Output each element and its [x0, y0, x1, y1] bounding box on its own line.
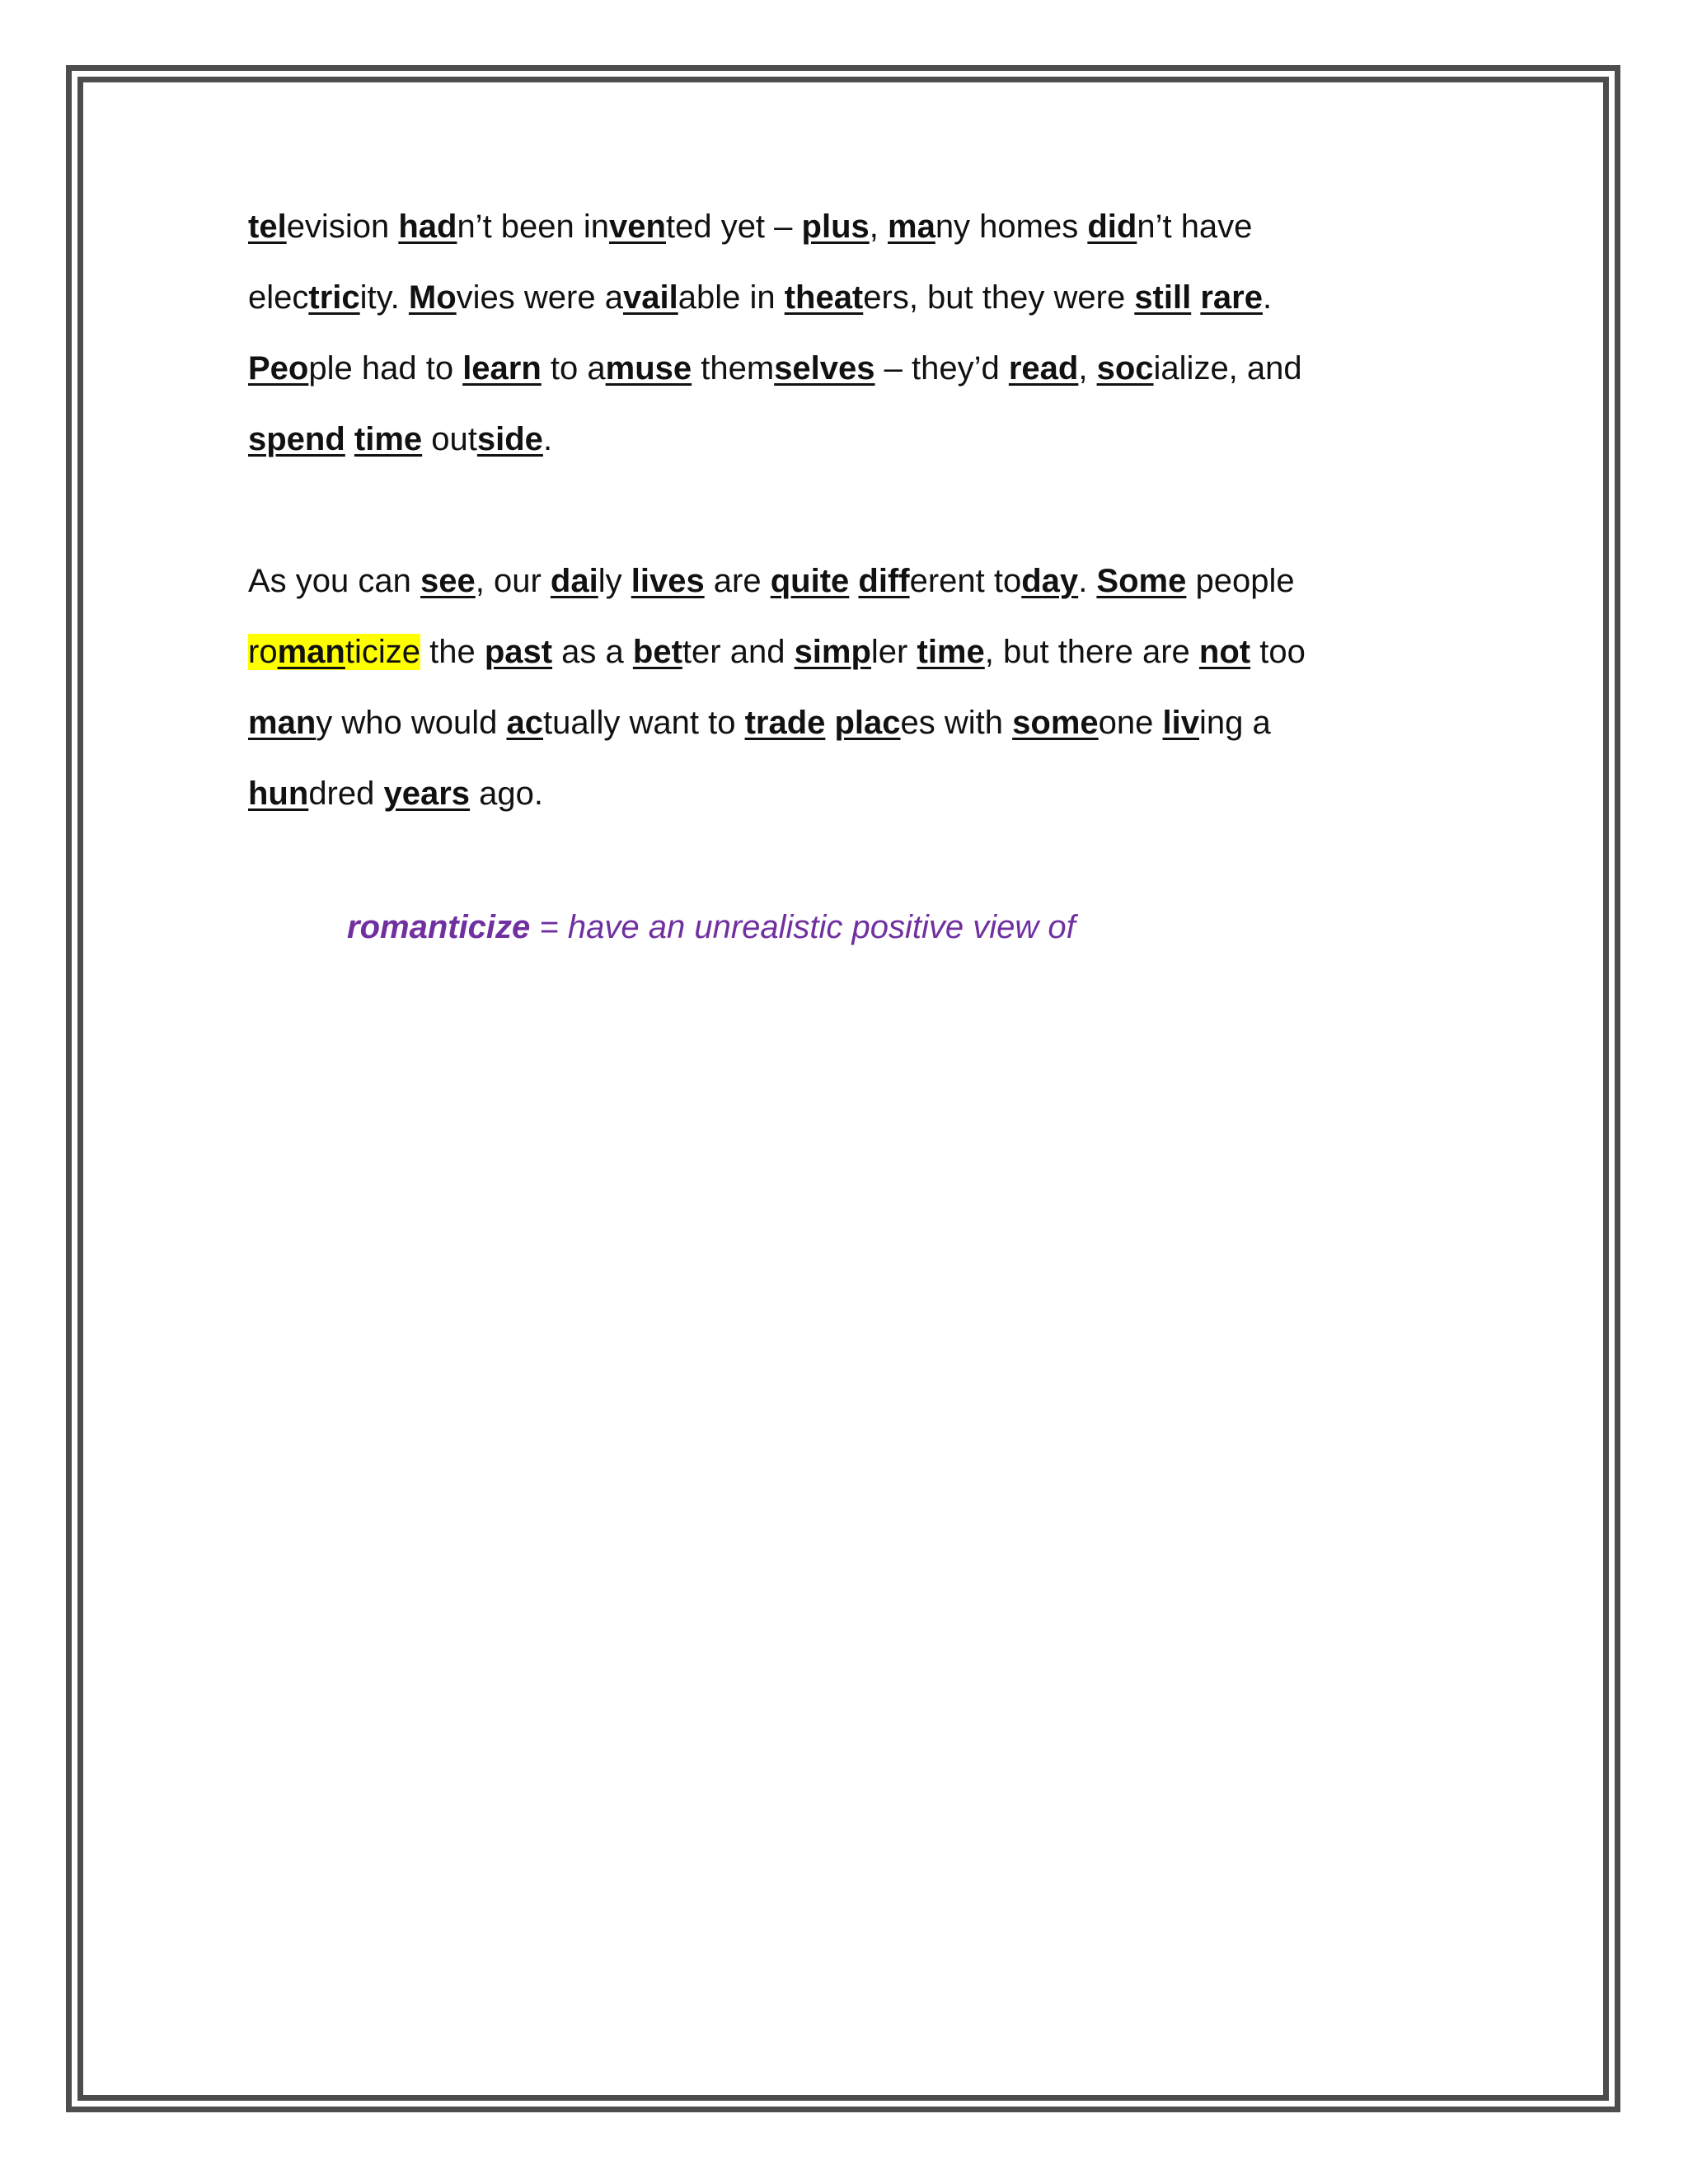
text-segment: as a [552, 634, 633, 670]
text-line [248, 404, 1443, 475]
stressed-syllable: vail [622, 279, 678, 316]
stressed-syllable: soc [1096, 350, 1154, 387]
text-segment: , [869, 209, 888, 245]
stressed-syllable: past [484, 634, 553, 670]
text-segment: ing a [1199, 705, 1271, 741]
text-segment [1191, 279, 1200, 316]
stressed-syllable: diff [858, 563, 910, 599]
stressed-syllable: spend [248, 421, 345, 457]
text-segment: ly [598, 563, 631, 599]
text-segment: ted yet – [665, 209, 802, 245]
stressed-syllable: Peo [248, 350, 309, 387]
stressed-syllable: bet [632, 634, 682, 670]
text-segment: ers, but they were [863, 279, 1135, 316]
text-segment: to a [541, 350, 606, 387]
stressed-syllable: side [476, 421, 543, 457]
stressed-syllable: man [277, 634, 345, 670]
stressed-syllable: tel [248, 209, 287, 245]
text-segment: elec [248, 279, 309, 316]
text-segment: , [1078, 350, 1097, 387]
text-segment: ple had to [308, 350, 463, 387]
stressed-syllable: Some [1096, 563, 1187, 599]
text-segment: – they’d [874, 350, 1009, 387]
text-segment: ter and [682, 634, 795, 670]
text-segment: ler [870, 634, 917, 670]
text-segment [849, 563, 858, 599]
text-segment: y who would [316, 705, 507, 741]
text-line [248, 546, 1443, 616]
text-segment: , but there are [984, 634, 1199, 670]
text-segment: . [1078, 563, 1097, 599]
text-segment: dred [308, 776, 384, 812]
stressed-syllable: ac [506, 705, 543, 741]
stressed-syllable: quite [770, 563, 850, 599]
stressed-syllable: ven [609, 209, 666, 245]
vocabulary-definition [347, 898, 1076, 956]
text-line [248, 758, 1443, 829]
stressed-syllable: had [398, 209, 457, 245]
stressed-syllable: lives [631, 563, 705, 599]
stressed-syllable: did [1087, 209, 1137, 245]
reading-passage [248, 191, 1443, 900]
text-segment: one [1098, 705, 1163, 741]
stressed-syllable: time [917, 634, 985, 670]
stressed-syllable: dai [550, 563, 598, 599]
text-segment: n’t have [1137, 209, 1253, 245]
text-line [248, 191, 1443, 262]
stressed-syllable: plus [801, 209, 870, 245]
text-segment: , our [475, 563, 551, 599]
text-segment: ity. [359, 279, 409, 316]
stressed-syllable: see [420, 563, 476, 599]
text-segment: out [422, 421, 477, 457]
text-segment: erent to [909, 563, 1022, 599]
text-segment: As you can [248, 563, 421, 599]
stressed-syllable: some [1012, 705, 1099, 741]
text-segment: es with [900, 705, 1013, 741]
text-segment: vies were a [456, 279, 623, 316]
text-segment [825, 705, 834, 741]
paragraph-1 [248, 191, 1443, 475]
stressed-syllable: plac [834, 705, 901, 741]
text-line [248, 687, 1443, 758]
stressed-syllable: trade [744, 705, 826, 741]
text-segment: . [542, 421, 553, 457]
highlighted-text: ticize [345, 634, 420, 670]
stressed-syllable: selves [774, 350, 875, 387]
text-segment: them [692, 350, 775, 387]
text-segment: . [1262, 279, 1273, 316]
text-line [248, 333, 1443, 404]
text-segment: are [704, 563, 771, 599]
stressed-syllable: liv [1162, 705, 1199, 741]
text-segment: ny homes [935, 209, 1088, 245]
text-segment: ago. [470, 776, 544, 812]
highlighted-text: ro [248, 634, 278, 670]
stressed-syllable: theat [784, 279, 864, 316]
paragraph-2 [248, 546, 1443, 829]
stressed-syllable: Mo [408, 279, 457, 316]
stressed-syllable: man [248, 705, 316, 741]
stressed-syllable: rare [1200, 279, 1263, 316]
stressed-syllable: still [1134, 279, 1192, 316]
text-segment: the [420, 634, 485, 670]
text-segment: ialize, and [1153, 350, 1302, 387]
stressed-syllable: muse [605, 350, 692, 387]
stressed-syllable: simp [794, 634, 871, 670]
text-segment: evision [286, 209, 399, 245]
text-segment: too [1250, 634, 1306, 670]
stressed-syllable: time [354, 421, 423, 457]
stressed-syllable: hun [248, 776, 309, 812]
text-line [248, 616, 1443, 687]
text-segment: people [1186, 563, 1295, 599]
stressed-syllable: day [1021, 563, 1079, 599]
stressed-syllable: years [383, 776, 471, 812]
stressed-syllable: read [1008, 350, 1079, 387]
stressed-syllable: tric [308, 279, 360, 316]
definition-term: romanticize [347, 909, 531, 945]
definition-text: = have an unrealistic positive view of [530, 909, 1076, 945]
stressed-syllable: not [1198, 634, 1251, 670]
text-segment: n’t been in [457, 209, 610, 245]
stressed-syllable: ma [888, 209, 935, 245]
text-line [248, 262, 1443, 333]
text-segment: able in [678, 279, 785, 316]
text-segment: tually want to [542, 705, 745, 741]
text-segment [345, 421, 354, 457]
stressed-syllable: learn [462, 350, 542, 387]
